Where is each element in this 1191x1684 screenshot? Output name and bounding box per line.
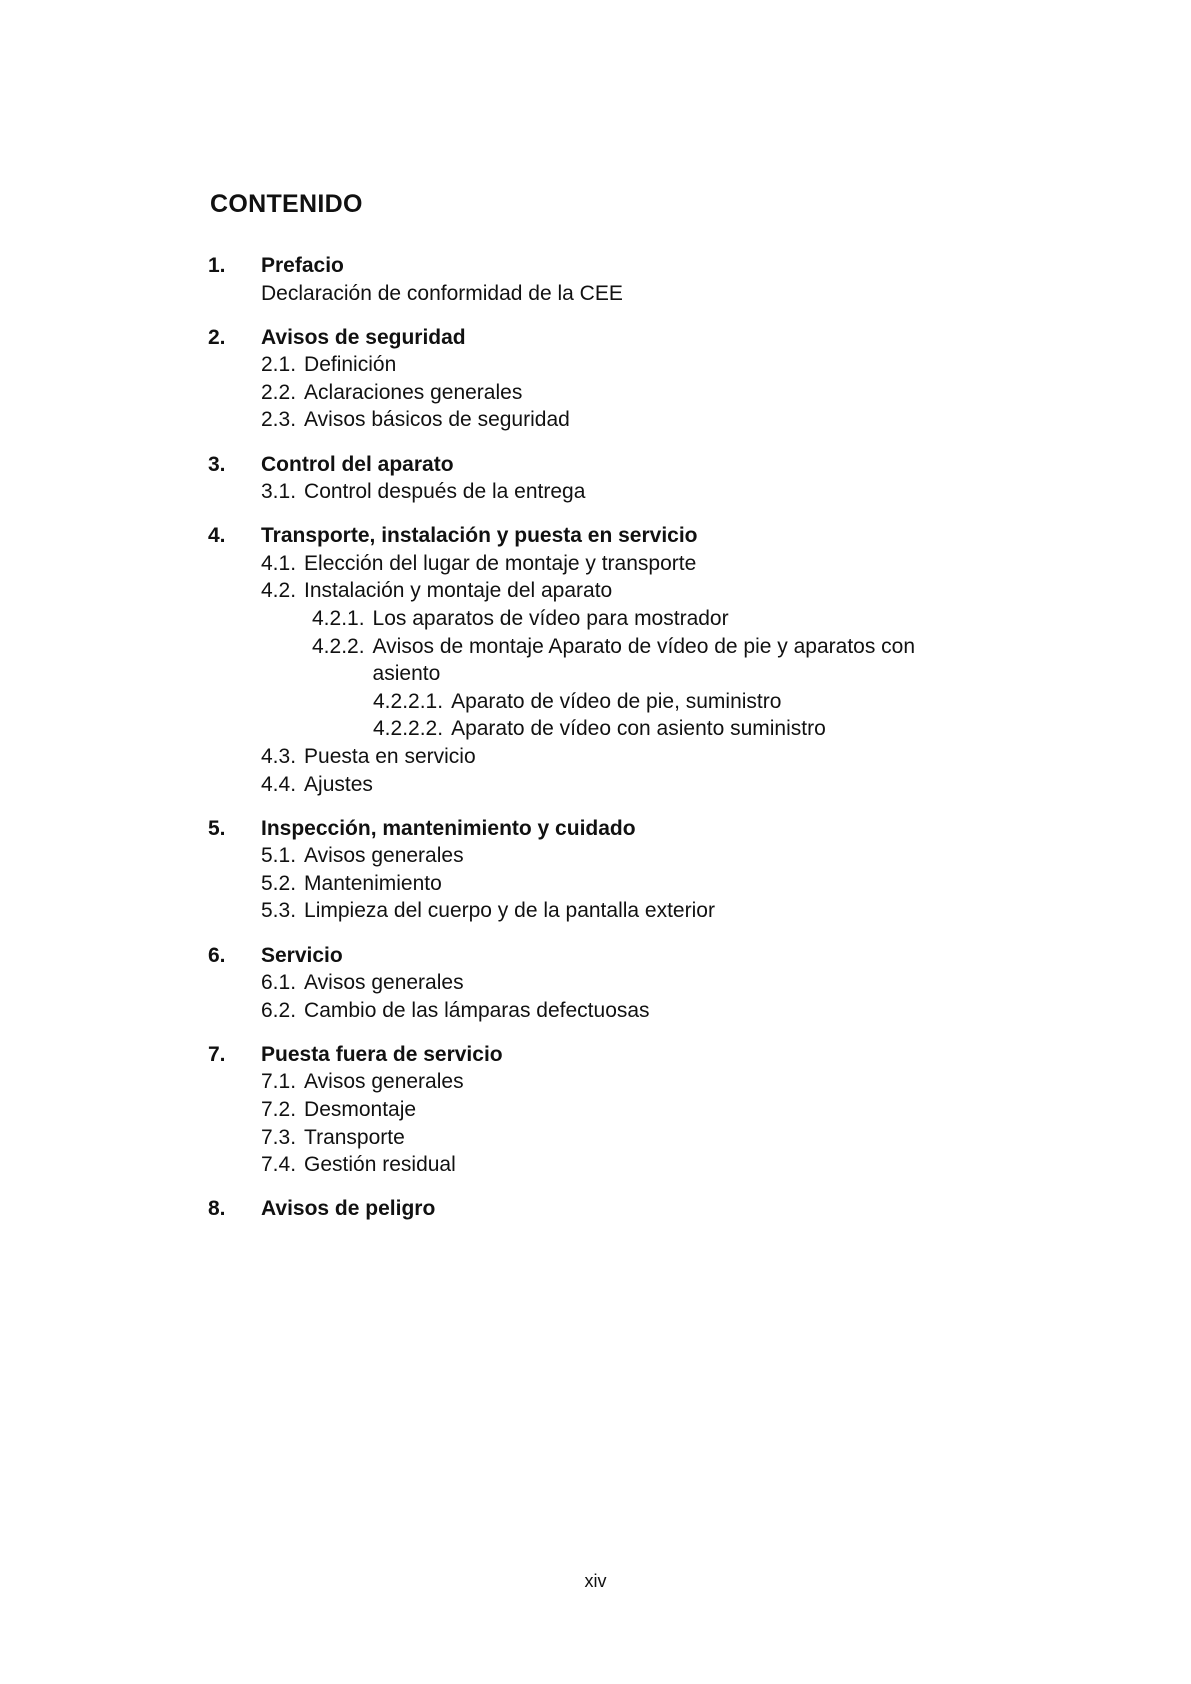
section-title: Prefacio <box>261 254 344 277</box>
entry-number: 5.1. <box>261 844 297 868</box>
entry-number: 7.1. <box>261 1070 297 1094</box>
entry-text: Aparato de vídeo de pie, suministro <box>451 689 782 713</box>
section-number: 4. <box>208 524 226 548</box>
entry-text: Cambio de las lámparas defectuosas <box>304 998 650 1022</box>
table-of-contents <box>208 252 1108 1239</box>
entry-text: Limpieza del cuerpo y de la pantalla exterior <box>304 899 715 923</box>
entry-number: 3.1. <box>261 480 297 504</box>
entry-text: Aparato de vídeo con asiento suministro <box>451 717 826 741</box>
toc-entry <box>261 351 1108 379</box>
toc-entry <box>261 997 1108 1025</box>
toc-entry <box>261 577 1108 605</box>
section-number: 6. <box>208 943 226 967</box>
toc-entry <box>261 897 1108 925</box>
entry-text: Avisos de montaje Aparato de vídeo de pie y aparatos con asiento <box>372 634 916 686</box>
toc-entry <box>261 771 1108 799</box>
section-number: 2. <box>208 325 226 349</box>
section-title: Avisos de peligro <box>261 1197 436 1221</box>
toc-entry <box>312 605 1108 633</box>
entry-text: Desmontaje <box>304 1098 417 1122</box>
entry-number: 5.3. <box>261 899 297 923</box>
toc-entry <box>312 633 1108 688</box>
section-number: 7. <box>208 1042 226 1066</box>
entry-number: 7.2. <box>261 1098 297 1122</box>
toc-entry <box>373 688 1108 716</box>
toc-entry <box>261 1068 1108 1096</box>
entry-text: Avisos generales <box>304 1070 464 1094</box>
section-heading <box>208 324 1108 352</box>
entry-text: Avisos generales <box>304 971 464 995</box>
entry-text: Aclaraciones generales <box>304 380 523 404</box>
toc-entry <box>261 1151 1108 1179</box>
toc-entry <box>261 478 1108 506</box>
entry-number: 4.1. <box>261 551 297 575</box>
section-title: Avisos de seguridad <box>261 325 466 349</box>
section-number: 8. <box>208 1197 226 1221</box>
entry-number: 6.2. <box>261 998 297 1022</box>
entry-number: 4.2.2.2. <box>373 717 444 741</box>
section-heading <box>208 522 1108 550</box>
toc-section <box>208 451 1108 506</box>
entry-text: Gestión residual <box>304 1153 456 1177</box>
section-title: Transporte, instalación y puesta en servicio <box>261 524 698 548</box>
section-title: Inspección, mantenimiento y cuidado <box>261 816 636 840</box>
entry-number: 4.2.1. <box>312 607 365 631</box>
toc-section <box>208 1041 1108 1179</box>
section-heading <box>208 942 1108 970</box>
entry-number: 5.2. <box>261 871 297 895</box>
page-number: xiv <box>584 1571 607 1591</box>
toc-section <box>208 942 1108 1025</box>
entry-text: Control después de la entrega <box>304 480 586 504</box>
entry-text: Mantenimiento <box>304 871 442 895</box>
entry-text: Avisos generales <box>304 844 464 868</box>
entry-text: Avisos básicos de seguridad <box>304 408 570 432</box>
toc-entry <box>261 1124 1108 1152</box>
entry-number: 2.2. <box>261 380 297 404</box>
toc-entry <box>261 842 1108 870</box>
section-title: Puesta fuera de servicio <box>261 1042 503 1066</box>
entry-number: 7.4. <box>261 1153 297 1177</box>
section-heading <box>208 252 1108 280</box>
entry-text: Definición <box>304 353 397 377</box>
entry-number: 2.3. <box>261 408 297 432</box>
entry-text: Ajustes <box>304 772 373 796</box>
entry-number: 2.1. <box>261 353 297 377</box>
section-heading <box>208 1041 1108 1069</box>
page-title: CONTENIDO <box>210 190 363 218</box>
toc-entry <box>373 715 1108 743</box>
entry-text: Puesta en servicio <box>304 745 476 768</box>
entry-number: 6.1. <box>261 971 297 995</box>
toc-entry <box>261 743 1108 771</box>
toc-entry <box>261 550 1108 578</box>
section-description: Declaración de conformidad de la CEE <box>261 281 623 305</box>
toc-entry <box>261 379 1108 407</box>
toc-section <box>208 252 1108 307</box>
toc-section <box>208 1195 1108 1223</box>
entry-text: Instalación y montaje del aparato <box>304 579 613 603</box>
toc-entry <box>261 969 1108 997</box>
section-heading <box>208 815 1108 843</box>
section-heading <box>208 451 1108 479</box>
entry-number: 7.3. <box>261 1125 297 1149</box>
toc-entry <box>261 870 1108 898</box>
entry-number: 4.2. <box>261 579 297 603</box>
toc-entry <box>261 406 1108 434</box>
entry-text: Los aparatos de vídeo para mostrador <box>372 607 729 631</box>
entry-number: 4.2.2.1. <box>373 689 444 713</box>
section-number: 1. <box>208 254 226 277</box>
section-heading <box>208 1195 1108 1223</box>
entry-number: 4.4. <box>261 772 297 796</box>
toc-section <box>208 324 1108 434</box>
entry-text: Transporte <box>304 1125 405 1149</box>
toc-entry <box>261 1096 1108 1124</box>
entry-number: 4.3. <box>261 745 297 768</box>
section-number: 5. <box>208 816 226 840</box>
toc-section <box>208 815 1108 925</box>
section-title: Servicio <box>261 943 343 967</box>
entry-text: Elección del lugar de montaje y transporte <box>304 551 697 575</box>
entry-number: 4.2.2. <box>312 634 365 658</box>
section-number: 3. <box>208 452 226 476</box>
toc-section <box>208 522 1108 798</box>
section-title: Control del aparato <box>261 452 454 476</box>
